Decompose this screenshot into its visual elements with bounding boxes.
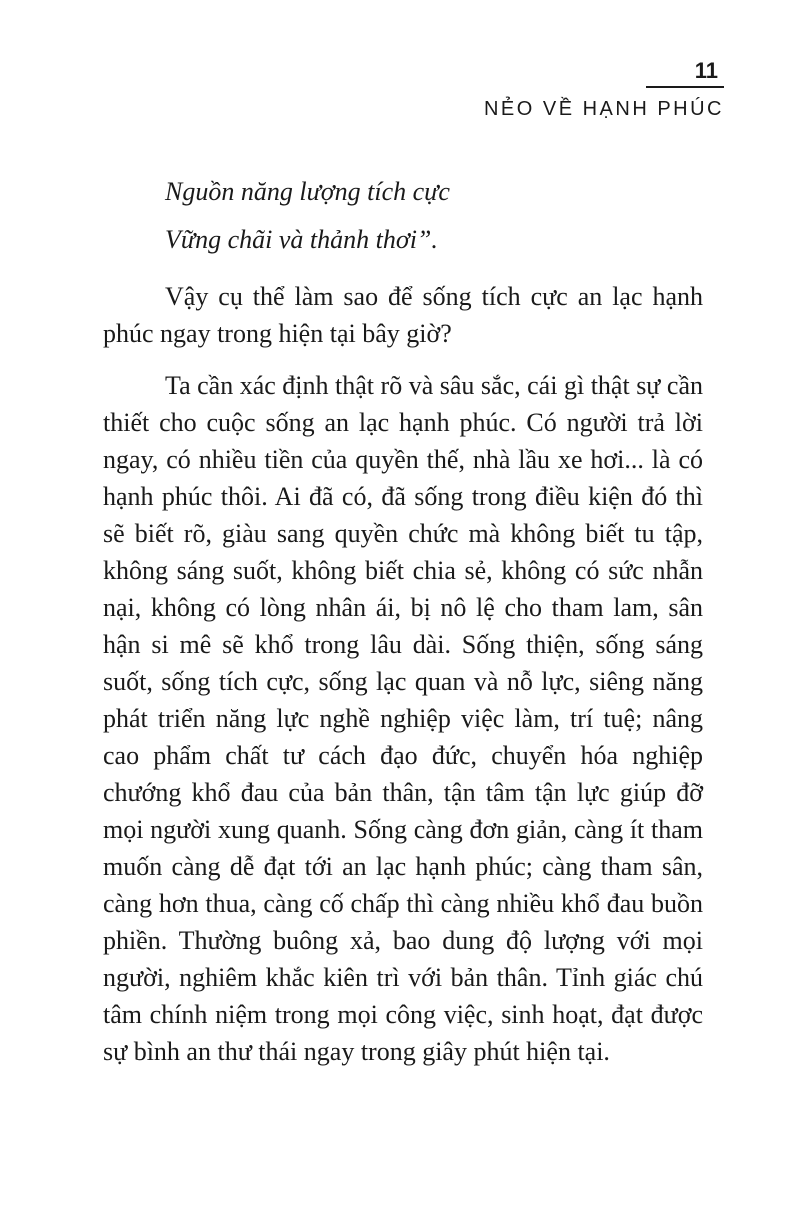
page-number: 11 [646, 60, 724, 88]
page-header [484, 60, 724, 121]
running-title: NẺO VỀ HẠNH PHÚC [483, 98, 724, 120]
paragraph-1: Vậy cụ thể làm sao để sống tích cực an lạc hạnh phúc ngay trong hiện tại bây giờ? [103, 282, 703, 348]
paragraph-2: Ta cần xác định thật rõ và sâu sắc, cái gì thật sự cần thiết cho cuộc sống an lạc hạnh phúc. Có người trả lời ngay, có nhiều tiền của quyền thế, nhà lầu xe hơi... là có hạnh phúc thôi. Ai đã có, đã sống trong điều kiện đó thì sẽ biết rõ, giàu sang quyền chức mà không biết tu tập, không sáng suốt, không biết chia sẻ, không có sức nhẫn nại, không có lòng nhân ái, bị nô lệ cho tham lam, sân hận si mê sẽ khổ trong lâu dài. Sống thiện, sống sáng suốt, sống tích cực, sống lạc quan và nỗ lực, siêng năng phát triển năng lực nghề nghiệp việc làm, trí tuệ; nâng cao phẩm chất tư cách đạo đức, chuyển hóa nghiệp chướng khổ đau của bản thân, tận tâm tận lực giúp đỡ mọi người xung quanh. Sống càng đơn giản, càng ít tham muốn càng dễ đạt tới an lạc hạnh phúc; càng tham sân, càng hơn thua, càng cố chấp thì càng nhiều khổ đau buồn phiền. Thường buông xả, bao dung độ lượng với mọi người, nghiêm khắc kiên trì với bản thân. Tỉnh giác chú tâm chính niệm trong mọi công việc, sinh hoạt, đạt được sự bình an thư thái ngay trong giây phút hiện tại. [103, 371, 703, 1066]
verse-line-2: Vững chãi và thảnh thơi”. [165, 225, 438, 254]
page-body [103, 168, 703, 1070]
verse-line-1: Nguồn năng lượng tích cực [165, 177, 450, 206]
